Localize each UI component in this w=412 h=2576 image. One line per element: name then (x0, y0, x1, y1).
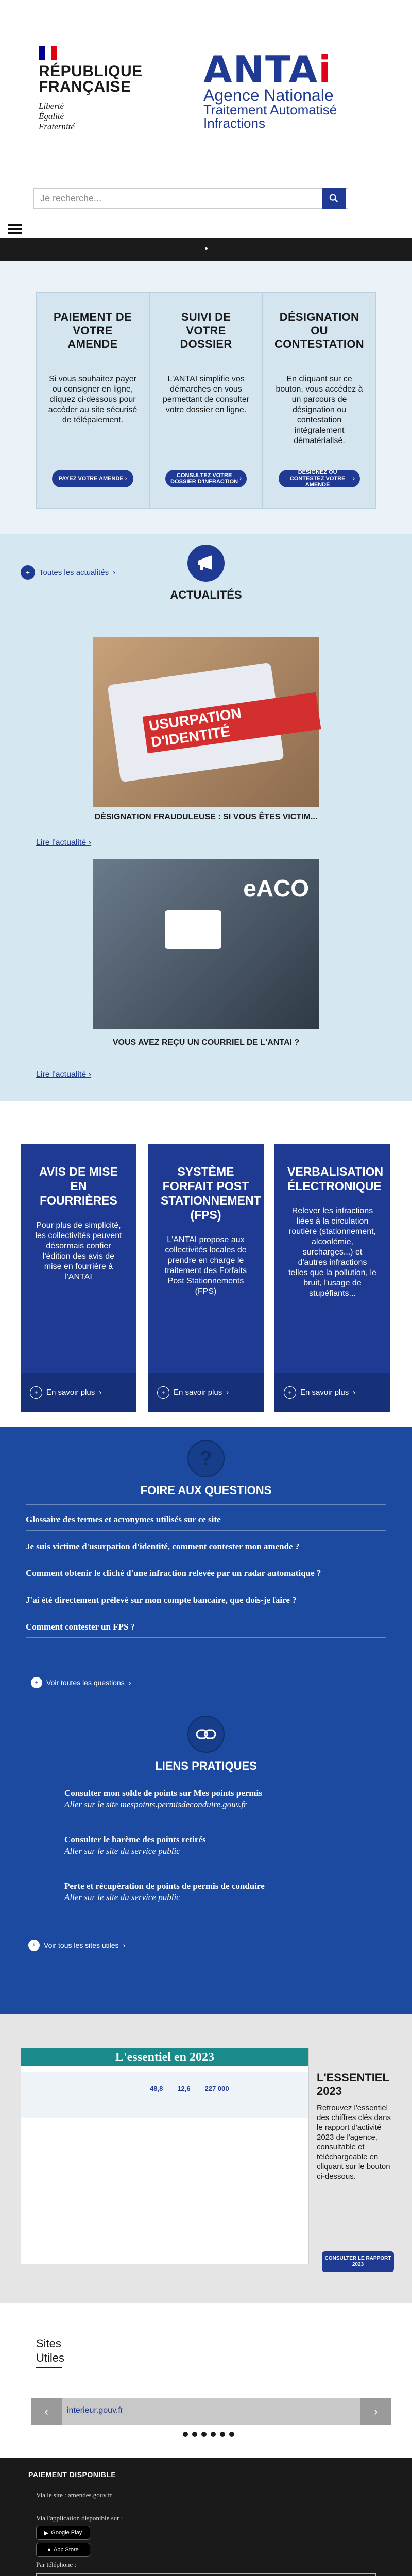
sites-carousel (31, 2398, 391, 2425)
essentiel-cover-image[interactable] (21, 2048, 309, 2264)
antai-logo-subtitle1: Agence Nationale (203, 86, 334, 105)
news-caption-2[interactable]: VOUS AVEZ REÇU UN COURRIEL DE L'ANTAI ? (112, 1038, 300, 1047)
carousel-dot[interactable] (211, 2432, 216, 2437)
search-input[interactable]: Je recherche... (33, 188, 348, 209)
bcard-title: AVIS DE MISE EN FOURRIÈRES (39, 1165, 118, 1207)
bcard-text: Pour plus de simplicité, les collectivités peuvent désormais confier l'édition des avis de mise en fourrière à l'ANTAI (35, 1221, 122, 1281)
essentiel-cover-band: L'essentiel en 2023 (21, 2048, 308, 2066)
nav-dot-icon (205, 247, 208, 250)
google-play-button[interactable]: ▶ Google Play (36, 2526, 90, 2540)
rf-motto-egalite: Égalité (39, 111, 64, 121)
site-header (0, 0, 412, 242)
report-button[interactable]: CONSULTER LE RAPPORT 2023 (322, 2251, 394, 2272)
useful-links-section (0, 1705, 412, 2014)
republique-francaise-logo[interactable] (39, 46, 143, 132)
antai-logo-i: i (318, 48, 332, 91)
useful-link[interactable]: Consulter le barème des points retirés Aller sur le site du service public (64, 1835, 206, 1856)
rf-motto-liberte: Liberté (39, 101, 64, 111)
useful-sites-section (0, 2303, 412, 2458)
news-read-link-2[interactable]: Lire l'actualité › (36, 1070, 92, 1079)
essentiel-stat: 12,6 (177, 2084, 191, 2092)
play-icon: ▶ (44, 2530, 49, 2536)
news-image-1[interactable] (93, 637, 319, 807)
carousel-dot[interactable] (183, 2432, 188, 2437)
plus-icon: + (21, 565, 35, 580)
rf-title-line1: RÉPUBLIQUE (39, 63, 143, 80)
plus-icon: + (30, 1386, 42, 1399)
card-text: En cliquant sur ce bouton, vous accédez à un parcours de désignation ou contestation intégralement dématérialisé. (276, 375, 363, 445)
carousel-next-icon[interactable]: › (360, 2398, 391, 2425)
card-paiement (36, 292, 149, 509)
learn-more-button[interactable]: + En savoir plus › (21, 1373, 136, 1412)
plus-icon: + (31, 1677, 42, 1688)
useful-links-title: LIENS PRATIQUES (155, 1759, 257, 1772)
card-title: SUIVI DE VOTRE DOSSIER (180, 311, 232, 350)
card-title: DÉSIGNATION OU CONTESTATION (274, 311, 364, 350)
bcard-title: VERBALISATION ÉLECTRONIQUE (287, 1165, 384, 1193)
card-designation (263, 292, 376, 509)
antai-logo-word: ANTA (203, 48, 319, 91)
pay-fine-button[interactable]: PAYEZ VOTRE AMENDE › (52, 470, 133, 487)
faq-item[interactable]: Glossaire des termes et acronymes utilisés sur ce site (26, 1515, 221, 1524)
footer (0, 2458, 412, 2576)
via-site-text[interactable]: Via le site : amendes.gouv.fr (36, 2491, 112, 2499)
news-section (0, 534, 412, 1101)
learn-more-button[interactable]: + En savoir plus › (148, 1373, 264, 1412)
essentiel-text: Retrouvez l'essentiel des chiffres clés dans le rapport d'activité 2023 de l'agence, consultable et téléchargeable en cliquant sur le bouton ci-dessous. (317, 2104, 391, 2181)
plus-icon: + (284, 1386, 296, 1399)
app-store-button[interactable]: ● App Store (36, 2543, 90, 2557)
search-icon (329, 194, 338, 203)
bcard-text: L'ANTAI propose aux collectivités locales de prendre en charge le traitement des Forfaits Post Stationnements (FPS) (164, 1235, 247, 1296)
services-collectivites (0, 1133, 412, 1422)
faq-title: FOIRE AUX QUESTIONS (140, 1484, 272, 1497)
antai-logo-subtitle2: Traitement Automatisé Infractions (203, 102, 337, 131)
card-title: PAIEMENT DE VOTRE AMENDE (53, 311, 132, 350)
question-icon: ? (187, 1440, 225, 1477)
useful-sites-title: Sites Utiles (36, 2337, 65, 2364)
card-verbalisation (274, 1144, 390, 1412)
news-read-link-1[interactable]: Lire l'actualité › (36, 838, 92, 847)
contest-fine-button[interactable]: DÉSIGNEZ OU CONTESTEZ VOTRE AMENDE › (279, 470, 360, 487)
main-services (0, 261, 412, 534)
marianne-icon (39, 46, 57, 60)
megaphone-icon (187, 545, 225, 582)
news-title: ACTUALITÉS (170, 588, 242, 601)
by-phone-text: Par téléphone : (36, 2561, 76, 2568)
news-image-2-text: eACO (243, 875, 309, 902)
card-fourriere (21, 1144, 136, 1412)
essentiel-section (0, 2014, 412, 2303)
essentiel-title: L'ESSENTIEL 2023 (317, 2071, 389, 2097)
faq-item[interactable]: Comment obtenir le cliché d'une infraction relevée par un radar automatique ? (26, 1568, 321, 1578)
news-image-2[interactable] (93, 859, 319, 1029)
payment-phone-box[interactable] (36, 2573, 376, 2576)
carousel-prev-icon[interactable]: ‹ (31, 2398, 62, 2425)
rf-motto-fraternite: Fraternité (39, 122, 75, 131)
carousel-dot[interactable] (229, 2432, 234, 2437)
rf-title-line2: FRANÇAISE (39, 78, 131, 95)
all-sites-link[interactable]: + Voir tous les sites utiles › (28, 1940, 125, 1951)
useful-link[interactable]: Perte et récupération de points de permis de conduire Aller sur le site du service public (64, 1881, 265, 1902)
carousel-dots (183, 2432, 234, 2437)
learn-more-button[interactable]: + En savoir plus › (274, 1373, 390, 1412)
news-image-1-text: USURPATION D'IDENTITÉ (143, 692, 321, 754)
essentiel-stat: 227 000 (204, 2084, 229, 2092)
faq-section (0, 1427, 412, 1705)
carousel-dot[interactable] (201, 2432, 207, 2437)
faq-item[interactable]: Comment contester un FPS ? (26, 1622, 135, 1632)
carousel-dot[interactable] (192, 2432, 197, 2437)
news-caption-1[interactable]: DÉSIGNATION FRAUDULEUSE : SI VOUS ÊTES VICTIM... (94, 812, 318, 821)
all-news-link[interactable]: + Toutes les actualités › (21, 565, 115, 580)
plus-icon: + (157, 1386, 169, 1399)
link-chain-icon (187, 1716, 225, 1753)
card-fps (148, 1144, 264, 1412)
card-text: Si vous souhaitez payer ou consigner en ligne, cliquez ci-dessous pour accéder au site sécurisé de télépaiement. (48, 375, 138, 425)
apple-icon: ● (47, 2547, 51, 2553)
faq-item[interactable]: J'ai été directement prélevé sur mon compte bancaire, que dois-je faire ? (26, 1595, 297, 1605)
carousel-dot[interactable] (220, 2432, 225, 2437)
bcard-text: Relever les infractions liées à la circulation routière (stationnement, alcoolémie, surcharges...) et d'autres infractions telles que la pollution, le bruit, l'usage de stupéfiants... (288, 1207, 376, 1298)
useful-link[interactable]: Consulter mon solde de points sur Mes points permis Aller sur le site mespoints.permisdeconduire.gouv.fr (64, 1788, 262, 1809)
antai-logo[interactable] (203, 48, 373, 131)
envelope-icon (165, 910, 221, 949)
carousel-item[interactable]: interieur.gouv.fr (67, 2406, 124, 2415)
essentiel-stat: 48,8 (150, 2084, 163, 2092)
card-suivi (149, 292, 263, 509)
menu-burger-icon[interactable] (8, 224, 22, 236)
all-questions-link[interactable]: + Voir toutes les questions › (31, 1677, 131, 1688)
consult-file-button[interactable]: CONSULTEZ VOTRE DOSSIER D'INFRACTION › (165, 470, 247, 487)
bcard-title: SYSTÈME FORFAIT POST STATIONNEMENT (FPS) (161, 1165, 261, 1222)
card-text: L'ANTAI simplifie vos démarches en vous permettant de consulter votre dossier en ligne. (162, 375, 250, 414)
nav-bar (0, 238, 412, 261)
via-app-text: Via l'application disponible sur : (36, 2514, 123, 2522)
payment-heading: PAIEMENT DISPONIBLE (28, 2470, 116, 2479)
faq-item[interactable]: Je suis victime d'usurpation d'identité, comment contester mon amende ? (26, 1541, 300, 1551)
plus-icon: + (28, 1940, 40, 1951)
search-button[interactable] (322, 188, 346, 209)
